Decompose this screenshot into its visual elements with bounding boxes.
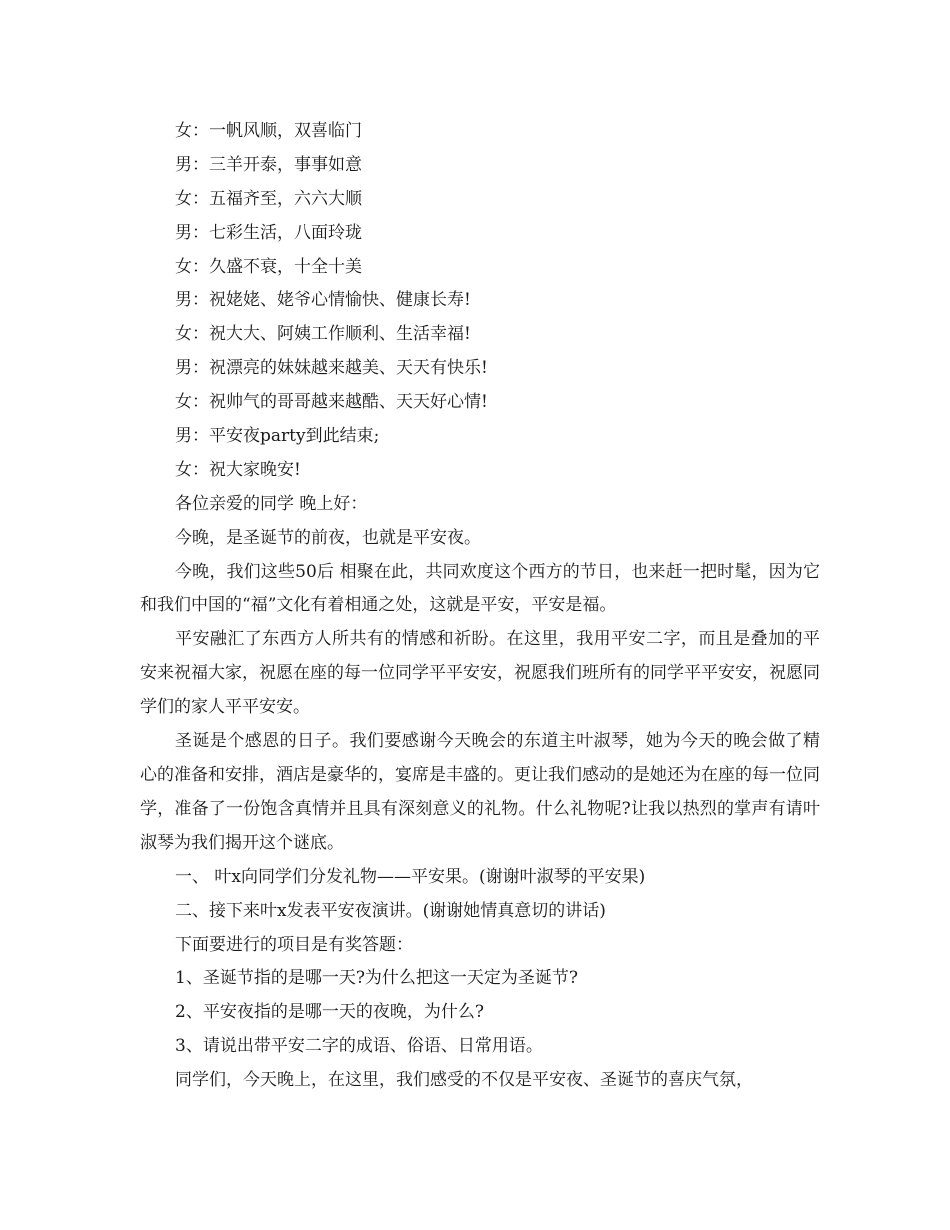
text-line: 女：五福齐至，六六大顺 bbox=[175, 188, 362, 209]
document-page bbox=[140, 115, 820, 1098]
text-line: 同学们，今天晚上，在这里，我们感受的不仅是平安夜、圣诞节的喜庆气氛， bbox=[175, 1070, 753, 1091]
question-line: 3、请说出带平安二字的成语、俗语、日常用语。 bbox=[175, 1036, 543, 1057]
text-line: 女：祝大大、阿姨工作顺利、生活幸福! bbox=[175, 324, 471, 345]
paragraph: 今晚，我们这些50后 相聚在此，共同欢度这个西方的节日，也来赶一把时髦，因为它和我们中国的“福”文化有着相通之处，这就是平安，平安是福。 bbox=[140, 561, 820, 616]
greeting-line: 各位亲爱的同学 晚上好： bbox=[175, 493, 368, 514]
text-line: 今晚，是圣诞节的前夜，也就是平安夜。 bbox=[175, 527, 481, 548]
text-line: 男：祝漂亮的妹妹越来越美、天天有快乐! bbox=[175, 358, 488, 379]
text-line: 男：平安夜party到此结束; bbox=[175, 426, 380, 447]
text-line: 女：祝帅气的哥哥越来越酷、天天好心情! bbox=[175, 392, 488, 413]
paragraph: 平安融汇了东西方人所共有的情感和祈盼。在这里，我用平安二字，而且是叠加的平安来祝福大家，祝愿在座的每一位同学平平安安，祝愿我们班所有的同学平平安安，祝愿同学们的家人平平安安。 bbox=[140, 629, 820, 718]
text-line: 男：三羊开泰，事事如意 bbox=[175, 154, 362, 175]
text-line: 下面要进行的项目是有奖答题： bbox=[175, 934, 413, 955]
question-line: 2、平安夜指的是哪一天的夜晚，为什么? bbox=[175, 1002, 484, 1023]
question-line: 1、圣诞节指的是哪一天?为什么把这一天定为圣诞节? bbox=[175, 968, 579, 989]
text-line: 女：久盛不衰，十全十美 bbox=[175, 256, 362, 277]
text-line: 男：七彩生活，八面玲珑 bbox=[175, 222, 362, 243]
text-line: 女：祝大家晚安! bbox=[175, 459, 301, 480]
text-line: 女：一帆风顺，双喜临门 bbox=[175, 121, 362, 141]
text-line: 二、接下来叶x发表平安夜演讲。(谢谢她情真意切的讲话) bbox=[175, 900, 606, 921]
paragraph: 圣诞是个感恩的日子。我们要感谢今天晚会的东道主叶淑琴，她为今天的晚会做了精心的准备和安排，酒店是豪华的，宴席是丰盛的。更让我们感动的是她还为在座的每一位同学，准备了一份饱含真情并且具有深刻意义的礼物。什么礼物呢?让我以热烈的掌声有请叶淑琴为我们揭开这个谜底。 bbox=[140, 731, 820, 853]
text-line: 男：祝姥姥、姥爷心情愉快、健康长寿! bbox=[175, 290, 471, 311]
text-line: 一、 叶x向同学们分发礼物——平安果。(谢谢叶淑琴的平安果) bbox=[175, 866, 646, 887]
